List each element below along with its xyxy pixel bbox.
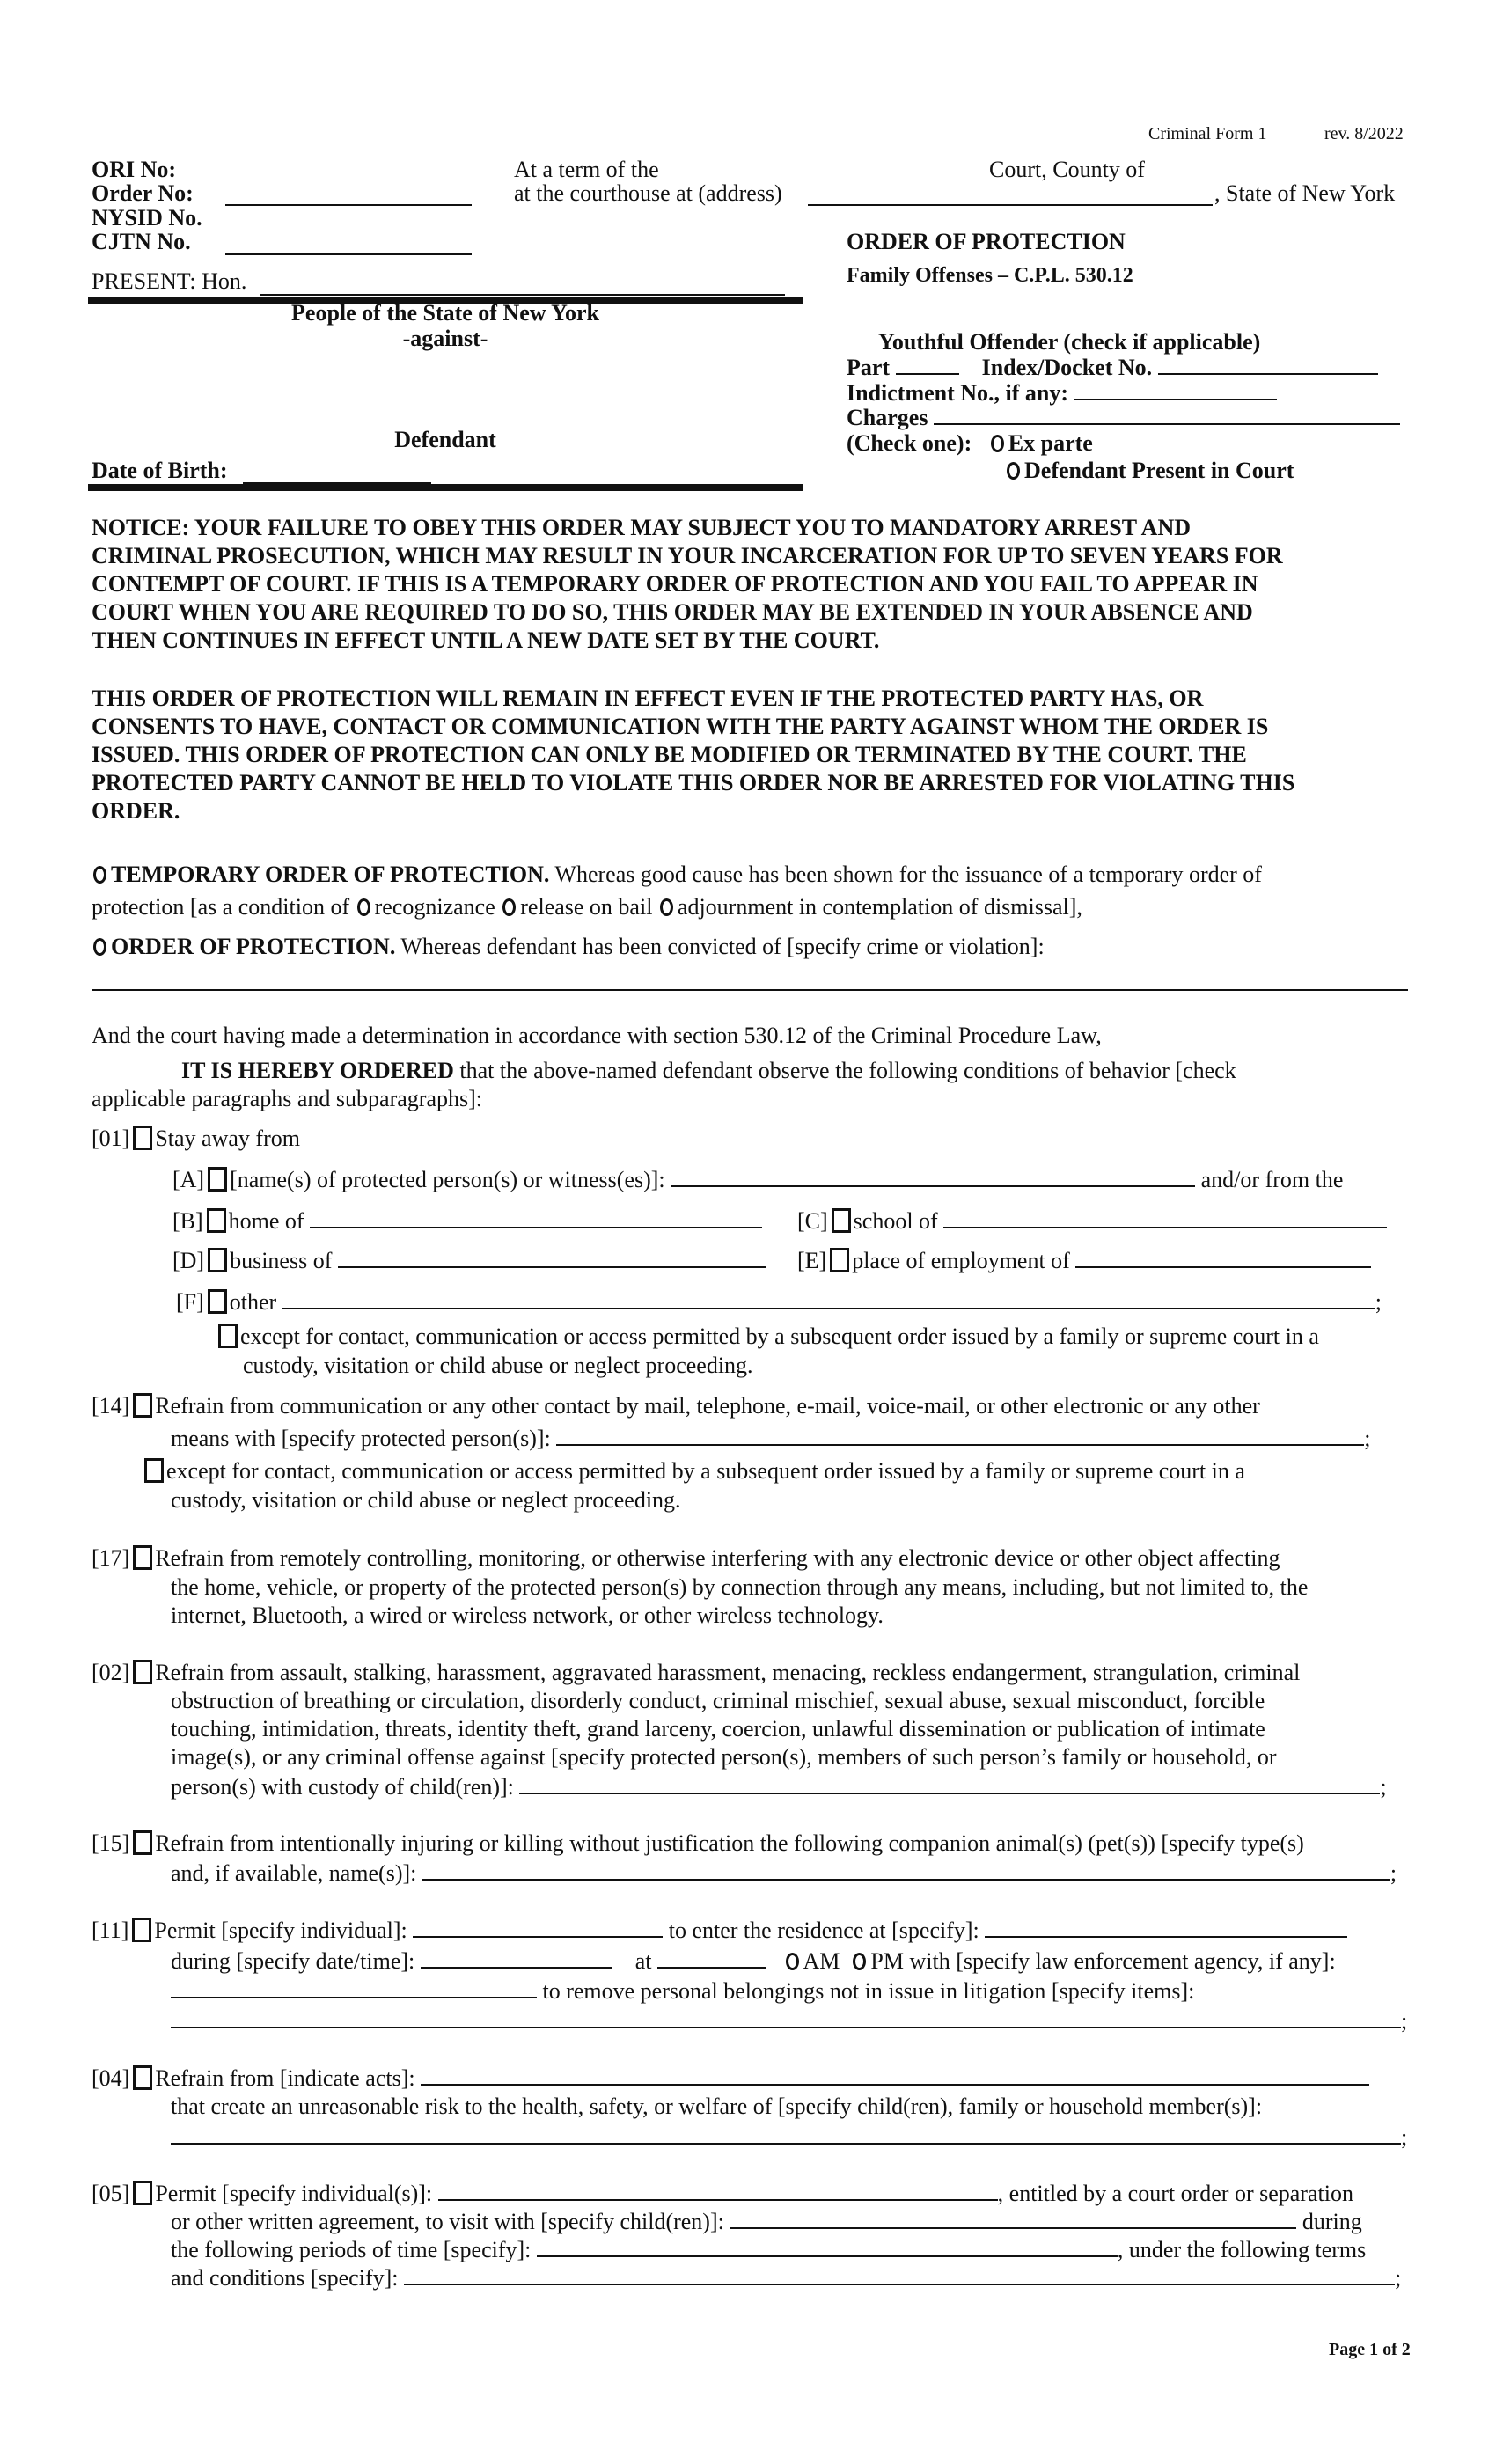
temporary-order-radio[interactable] (93, 866, 106, 884)
p01b-checkbox[interactable] (207, 1208, 226, 1233)
present-label: PRESENT: Hon. (92, 268, 247, 294)
recognizance-label: recognizance (374, 894, 502, 920)
dob-label: Date of Birth: (92, 458, 228, 483)
youthful-offender-label: Youthful Offender (check if applicable) (878, 329, 1261, 355)
ori-label: ORI No: (92, 157, 177, 182)
acd-label: adjournment in contemplation of dismissal], (677, 894, 1082, 920)
p11-text: to enter the residence at [specify]: (668, 1918, 979, 1943)
p11-text: to remove personal belongings not in issue in litigation [specify items]: (542, 1978, 1195, 2004)
am-label: AM (803, 1948, 840, 1974)
ordered-text: that the above-named defendant observe the following conditions of behavior [check (453, 1058, 1236, 1083)
p11-residence-field[interactable] (985, 1915, 1347, 1938)
p02-text: image(s), or any criminal offense against [specify protected person(s), members of such person’s family or household, or (171, 1744, 1277, 1770)
paragraph-number: [05] (92, 2181, 130, 2206)
final-order-radio[interactable] (93, 938, 106, 956)
form-subtitle: Family Offenses – C.P.L. 530.12 (847, 264, 1133, 287)
p05-children-field[interactable] (730, 2206, 1296, 2229)
am-radio[interactable] (786, 1953, 799, 1970)
temporary-order-text: Whereas good cause has been shown for the issuance of a temporary order of (549, 862, 1262, 887)
p14-field[interactable] (556, 1423, 1364, 1446)
courthouse-label: at the courthouse at (address) (514, 180, 782, 206)
pm-label: PM with [specify law enforcement agency, if any]: (870, 1948, 1336, 1974)
nysid-label: NYSID No. (92, 205, 202, 231)
sub-letter: [C] (797, 1208, 828, 1234)
p04-acts-field[interactable] (421, 2063, 1369, 2086)
check-one-label: (Check one): (847, 430, 972, 456)
term-text: At a term of the (514, 157, 659, 182)
divider-bottom (88, 484, 803, 491)
p01-checkbox[interactable] (133, 1126, 152, 1150)
p01b-text: home of (228, 1208, 304, 1234)
p01d-text: business of (230, 1248, 333, 1273)
p15-field[interactable] (422, 1858, 1390, 1881)
order-of-protection-page: Criminal Form 1 rev. 8/2022 ORI No: Order No: NYSID No. CJTN No. At a term of the Court, County of at the courthouse at (address) , State of New York PRESENT: Hon. People of the State of New York -against- Defendant Date of Birth: ORDER OF PROTECTION Family Offenses – C.P.L. 530.12 Youthful Offender (check if applicable) Part Index/Docket No. Indictment No., if any: Charges (Check one): Ex parte Defendant Present in Court NOTICE: YOUR FAILURE TO OBEY THIS ORDER MAY SUBJECT YOU TO MANDATORY ARREST AND CRIMINAL PROSECUTION, WHICH MAY RESULT IN YOUR INCARCERATION FOR UP TO SEVEN YEARS FOR CONTEMPT OF COURT. IF THIS IS A TEMPORARY ORDER OF PROTECTION AND YOU FAIL TO APPEAR IN COURT WHEN YOU ARE REQUIRED TO DO SO, THIS ORDER MAY BE EXTENDED IN YOUR ABSENCE AND THEN CONTINUES IN EFFECT UNTIL A NEW DATE SET BY THE COURT. THIS ORDER OF PROTECTION WILL REMAIN IN EFFECT EVEN IF THE PROTECTED PARTY HAS, OR CONSENTS TO HAVE, CONTACT OR COMMUNICATION WITH THE PARTY AGAINST WHOM THE ORDER IS ISSUED. THIS ORDER OF PROTECTION CAN ONLY BE MODIFIED OR TERMINATED BY THE COURT. THE PROTECTED PARTY CANNOT BE HELD TO VIOLATE THIS ORDER NOR BE ARRESTED FOR VIOLATING THIS ORDER. TEMPORARY ORDER OF PROTECTION. Whereas good cause has been shown for the issuance of a temporary order of protection [as a condition of recognizance release on bail adjournment in contemplation of dismissal], ORDER OF PROTECTION. Whereas defendant has been convicted of [specify crime or violation]: And the court having made a determination in accordance with section 530.12 of the Criminal Procedure Law, IT IS HEREBY ORDERED that the above-named defendant observe the following conditions of behavior [check applicable paragraphs and subparagraphs]: [01] Stay away from [A] [name(s) of protected person(s) or witness(es)]: and/or from the [B] home of [C] school of [D] business of [E] place of employment of [F] other ; except for contact, communication or access permitted by a subsequent order issued by a family or supreme court in a custody, visitation or child abuse or neglect proceeding. [14] Refrain from communication or any other contact by mail, telephone, e-mail, voice-mail, or other electronic or any other means with [specify protected person(s)]: ; except for contact, communication or access permitted by a subsequent order issued by a family or supreme court in a custody, visitation or child abuse or neglect proceeding. [17] Refrain from remotely controlling, monitoring, or otherwise interfering with any electronic device or other object affecting the home, vehicle, or property of the protected person(s) by connection through any means, including, but not limited to, the internet, Bluetooth, a wired or wireless network, or other wireless technology. [02] Refrain from assault, stalking, harassment, aggravated harassment, menacing, reckless endangerment, strangulation, criminal obstruction of breathing or circulation, disorderly conduct, criminal mischief, sexual abuse, sexual misconduct, forcible touching, intimidation, threats, identity theft, grand larceny, coercion, unlawful dissemination or publication of intimate image(s), or any criminal offense against [specify protected person(s), members of such person’s family or household, or person(s) with custody of child(ren)]: ; [15] Refrain from intentionally injuring or killing without justification the following companion animal(s) (pet(s)) [specify type(s) and, if available, name(s)]: ; [11] Permit [specify individual]: to enter the residence at [specify]: during [specify date/time]: at AM PM with [specify law enforcement agency, if any]: to remove personal belongings not in issue in litigation [specify items]: ; [04] Refrain from [indicate acts]: that create an unreasonable risk to the health, safety, or welfare of [specify child(ren), family or household member(s)]: ; [05] Permit [specify individual(s)]: , entitled by a court order or separation or other written agreement, to visit with [specify child(ren)]: during the following periods of time [specify]: , under the following terms and conditions [specify]: ; Page 1 of 2 (0, 0, 1496, 2464)
paragraph-number: [17] (92, 1545, 130, 1571)
p11-checkbox[interactable] (132, 1918, 151, 1942)
conviction-field[interactable] (92, 989, 1408, 991)
p05-text: the following periods of time [specify]: (171, 2237, 532, 2262)
condition-text: protection [as a condition of (92, 894, 356, 920)
bail-radio[interactable] (502, 898, 516, 916)
p01a-text: [name(s) of protected person(s) or witness(es)]: (230, 1167, 665, 1192)
p05-text: , entitled by a court order or separation (997, 2181, 1353, 2206)
p14-text-2: means with [specify protected person(s)]: (171, 1426, 551, 1451)
p11-items-field[interactable] (171, 2006, 1401, 2028)
p01d-field[interactable] (338, 1245, 766, 1268)
order-no-label: Order No: (92, 180, 194, 206)
sub-letter: [F] (176, 1289, 204, 1315)
p04-persons-field[interactable] (171, 2122, 1401, 2145)
notice-line: CRIMINAL PROSECUTION, WHICH MAY RESULT IN YOUR INCARCERATION FOR UP TO SEVEN YEARS FOR (92, 543, 1283, 568)
paragraph-number: [14] (92, 1393, 130, 1419)
defendant-present-label: Defendant Present in Court (1024, 458, 1294, 483)
p05-text: Permit [specify individual(s)]: (155, 2181, 433, 2206)
indictment-field[interactable] (1074, 378, 1277, 400)
notice-line: NOTICE: YOUR FAILURE TO OBEY THIS ORDER MAY SUBJECT YOU TO MANDATORY ARREST AND (92, 515, 1192, 540)
p17-text: the home, vehicle, or property of the protected person(s) by connection through any means, including, but not limited to, the (171, 1574, 1309, 1600)
judge-name-field[interactable] (260, 273, 785, 296)
notice-line: CONSENTS TO HAVE, CONTACT OR COMMUNICATION WITH THE PARTY AGAINST WHOM THE ORDER IS (92, 714, 1269, 739)
index-field[interactable] (1158, 352, 1378, 375)
sub-letter: [A] (172, 1167, 205, 1192)
p01f-text: other (229, 1289, 277, 1315)
p01c-checkbox[interactable] (832, 1208, 851, 1233)
p01c-text: school of (853, 1208, 938, 1234)
notice-line: THIS ORDER OF PROTECTION WILL REMAIN IN EFFECT EVEN IF THE PROTECTED PARTY HAS, OR (92, 686, 1204, 711)
p14-text: Refrain from communication or any other contact by mail, telephone, e-mail, voice-mail, or other electronic or any other (155, 1393, 1260, 1419)
acd-radio[interactable] (660, 898, 673, 916)
ex-parte-label: Ex parte (1008, 430, 1093, 456)
p11-time-field[interactable] (657, 1946, 766, 1969)
p05-conditions-field[interactable] (404, 2262, 1395, 2285)
notice-line: THEN CONTINUES IN EFFECT UNTIL A NEW DATE SET BY THE COURT. (92, 627, 880, 653)
p05-individual-field[interactable] (438, 2178, 998, 2201)
notice-line: COURT WHEN YOU ARE REQUIRED TO DO SO, THIS ORDER MAY BE EXTENDED IN YOUR ABSENCE AND (92, 599, 1253, 625)
dob-field[interactable] (243, 461, 431, 484)
p01f-field[interactable] (282, 1287, 1375, 1309)
against-text: -against- (402, 326, 488, 351)
p01e-text: place of employment of (852, 1248, 1070, 1273)
determination-text: And the court having made a determination in accordance with section 530.12 of the Criminal Procedure Law, (92, 1023, 1102, 1048)
charges-field[interactable] (934, 402, 1400, 425)
p05-text: and conditions [specify]: (171, 2265, 399, 2291)
p01-except-text: except for contact, communication or access permitted by a subsequent order issued by a family or supreme court in a (240, 1324, 1319, 1349)
semicolon: ; (1375, 1289, 1382, 1315)
p14-except-checkbox[interactable] (144, 1458, 164, 1483)
p05-periods-field[interactable] (537, 2234, 1118, 2257)
form-title: ORDER OF PROTECTION (847, 229, 1126, 254)
p05-checkbox[interactable] (133, 2181, 152, 2205)
ex-parte-radio[interactable] (991, 435, 1004, 452)
sub-letter: [D] (172, 1248, 205, 1273)
charges-label: Charges (847, 405, 928, 430)
p01a-end: and/or from the (1200, 1167, 1344, 1192)
temporary-order-label: TEMPORARY ORDER OF PROTECTION. (111, 862, 550, 887)
p01a-checkbox[interactable] (208, 1167, 227, 1192)
bail-label: release on bail (520, 894, 658, 920)
paragraph-number: [15] (92, 1830, 130, 1856)
p15-checkbox[interactable] (133, 1830, 152, 1855)
p01e-field[interactable] (1075, 1245, 1371, 1268)
p14-checkbox[interactable] (133, 1393, 152, 1418)
courthouse-address-field[interactable] (808, 183, 1213, 206)
people-text: People of the State of New York (291, 300, 599, 326)
revision: rev. 8/2022 (1324, 124, 1404, 143)
p01-text: Stay away from (155, 1126, 300, 1151)
p11-text: during [specify date/time]: (171, 1948, 415, 1974)
page-number: Page 1 of 2 (1329, 2340, 1411, 2359)
indictment-label: Indictment No., if any: (847, 380, 1069, 406)
sub-letter: [E] (797, 1248, 827, 1273)
p01d-checkbox[interactable] (208, 1248, 227, 1272)
p05-text: or other written agreement, to visit with [specify child(ren)]: (171, 2209, 724, 2234)
paragraph-number: [01] (92, 1126, 130, 1151)
p04-checkbox[interactable] (133, 2065, 152, 2090)
p02-checkbox[interactable] (133, 1660, 152, 1684)
p11-agency-field[interactable] (171, 1976, 537, 1998)
final-order-label: ORDER OF PROTECTION. (111, 934, 396, 959)
p14-except-text: except for contact, communication or access permitted by a subsequent order issued by a family or supreme court in a (166, 1458, 1245, 1484)
final-order-text: Whereas defendant has been convicted of [specify crime or violation]: (395, 934, 1045, 959)
order-no-field[interactable] (225, 183, 472, 206)
paragraph-number: [04] (92, 2065, 130, 2091)
part-field[interactable] (896, 352, 959, 375)
p02-field[interactable] (519, 1771, 1380, 1794)
recognizance-radio[interactable] (357, 898, 370, 916)
cjtn-field[interactable] (225, 232, 472, 255)
part-label: Part (847, 355, 891, 380)
p11-text: Permit [specify individual]: (154, 1918, 407, 1943)
defendant-label: Defendant (394, 427, 496, 452)
p15-text-2: and, if available, name(s)]: (171, 1860, 417, 1886)
p04-text-2: that create an unreasonable risk to the health, safety, or welfare of [specify child(ren), family or household member(s)]: (171, 2094, 1263, 2119)
p01c-field[interactable] (943, 1206, 1387, 1228)
p02-text: obstruction of breathing or circulation, disorderly conduct, criminal mischief, sexual abuse, sexual misconduct, forcible (171, 1688, 1265, 1713)
p05-text: , under the following terms (1117, 2237, 1367, 2262)
state-text: , State of New York (1214, 180, 1396, 206)
p01-except-checkbox[interactable] (218, 1324, 238, 1348)
p01f-checkbox[interactable] (208, 1289, 227, 1314)
p15-text: Refrain from intentionally injuring or killing without justification the following companion animal(s) (pet(s)) [specify type(s) (155, 1830, 1304, 1856)
p11-date-field[interactable] (421, 1946, 612, 1969)
index-label: Index/Docket No. (981, 355, 1153, 380)
p14-except-text-2: custody, visitation or child abuse or neglect proceeding. (171, 1487, 681, 1513)
p05-text: during (1302, 2209, 1362, 2234)
p11-individual-field[interactable] (413, 1915, 663, 1938)
p11-text: at (634, 1948, 652, 1974)
ordered-text-2: applicable paragraphs and subparagraphs]: (92, 1086, 482, 1111)
notice-line: ORDER. (92, 798, 180, 824)
p02-text: touching, intimidation, threats, identity theft, grand larceny, coercion, unlawful dissemination or publication of intimate (171, 1716, 1265, 1742)
notice-line: ISSUED. THIS ORDER OF PROTECTION CAN ONLY BE MODIFIED OR TERMINATED BY THE COURT. THE (92, 742, 1247, 767)
p17-text: Refrain from remotely controlling, monitoring, or otherwise interfering with any electronic device or other object affecting (155, 1545, 1280, 1571)
form-number: Criminal Form 1 (1148, 124, 1267, 143)
sub-letter: [B] (172, 1208, 203, 1234)
p01-except-text-2: custody, visitation or child abuse or neglect proceeding. (243, 1353, 753, 1378)
court-county-text: Court, County of (989, 157, 1145, 182)
paragraph-number: [11] (92, 1918, 129, 1943)
cjtn-label: CJTN No. (92, 229, 191, 254)
p17-text: internet, Bluetooth, a wired or wireless network, or other wireless technology. (171, 1602, 884, 1628)
notice-line: CONTEMPT OF COURT. IF THIS IS A TEMPORARY ORDER OF PROTECTION AND YOU FAIL TO APPEAR IN (92, 571, 1258, 597)
p01e-checkbox[interactable] (830, 1248, 849, 1272)
p02-text: Refrain from assault, stalking, harassment, aggravated harassment, menacing, reckless endangerment, strangulation, criminal (155, 1660, 1301, 1685)
p17-checkbox[interactable] (133, 1545, 152, 1570)
defendant-present-radio[interactable] (1007, 462, 1020, 480)
notice-line: PROTECTED PARTY CANNOT BE HELD TO VIOLATE THIS ORDER NOR BE ARRESTED FOR VIOLATING THIS (92, 770, 1295, 796)
p02-text: person(s) with custody of child(ren)]: (171, 1774, 514, 1800)
ordered-heading: IT IS HEREBY ORDERED (181, 1058, 454, 1083)
p04-text: Refrain from [indicate acts]: (155, 2065, 415, 2091)
paragraph-number: [02] (92, 1660, 130, 1685)
p01b-field[interactable] (310, 1206, 762, 1228)
pm-radio[interactable] (853, 1953, 866, 1970)
p01a-field[interactable] (671, 1164, 1195, 1187)
